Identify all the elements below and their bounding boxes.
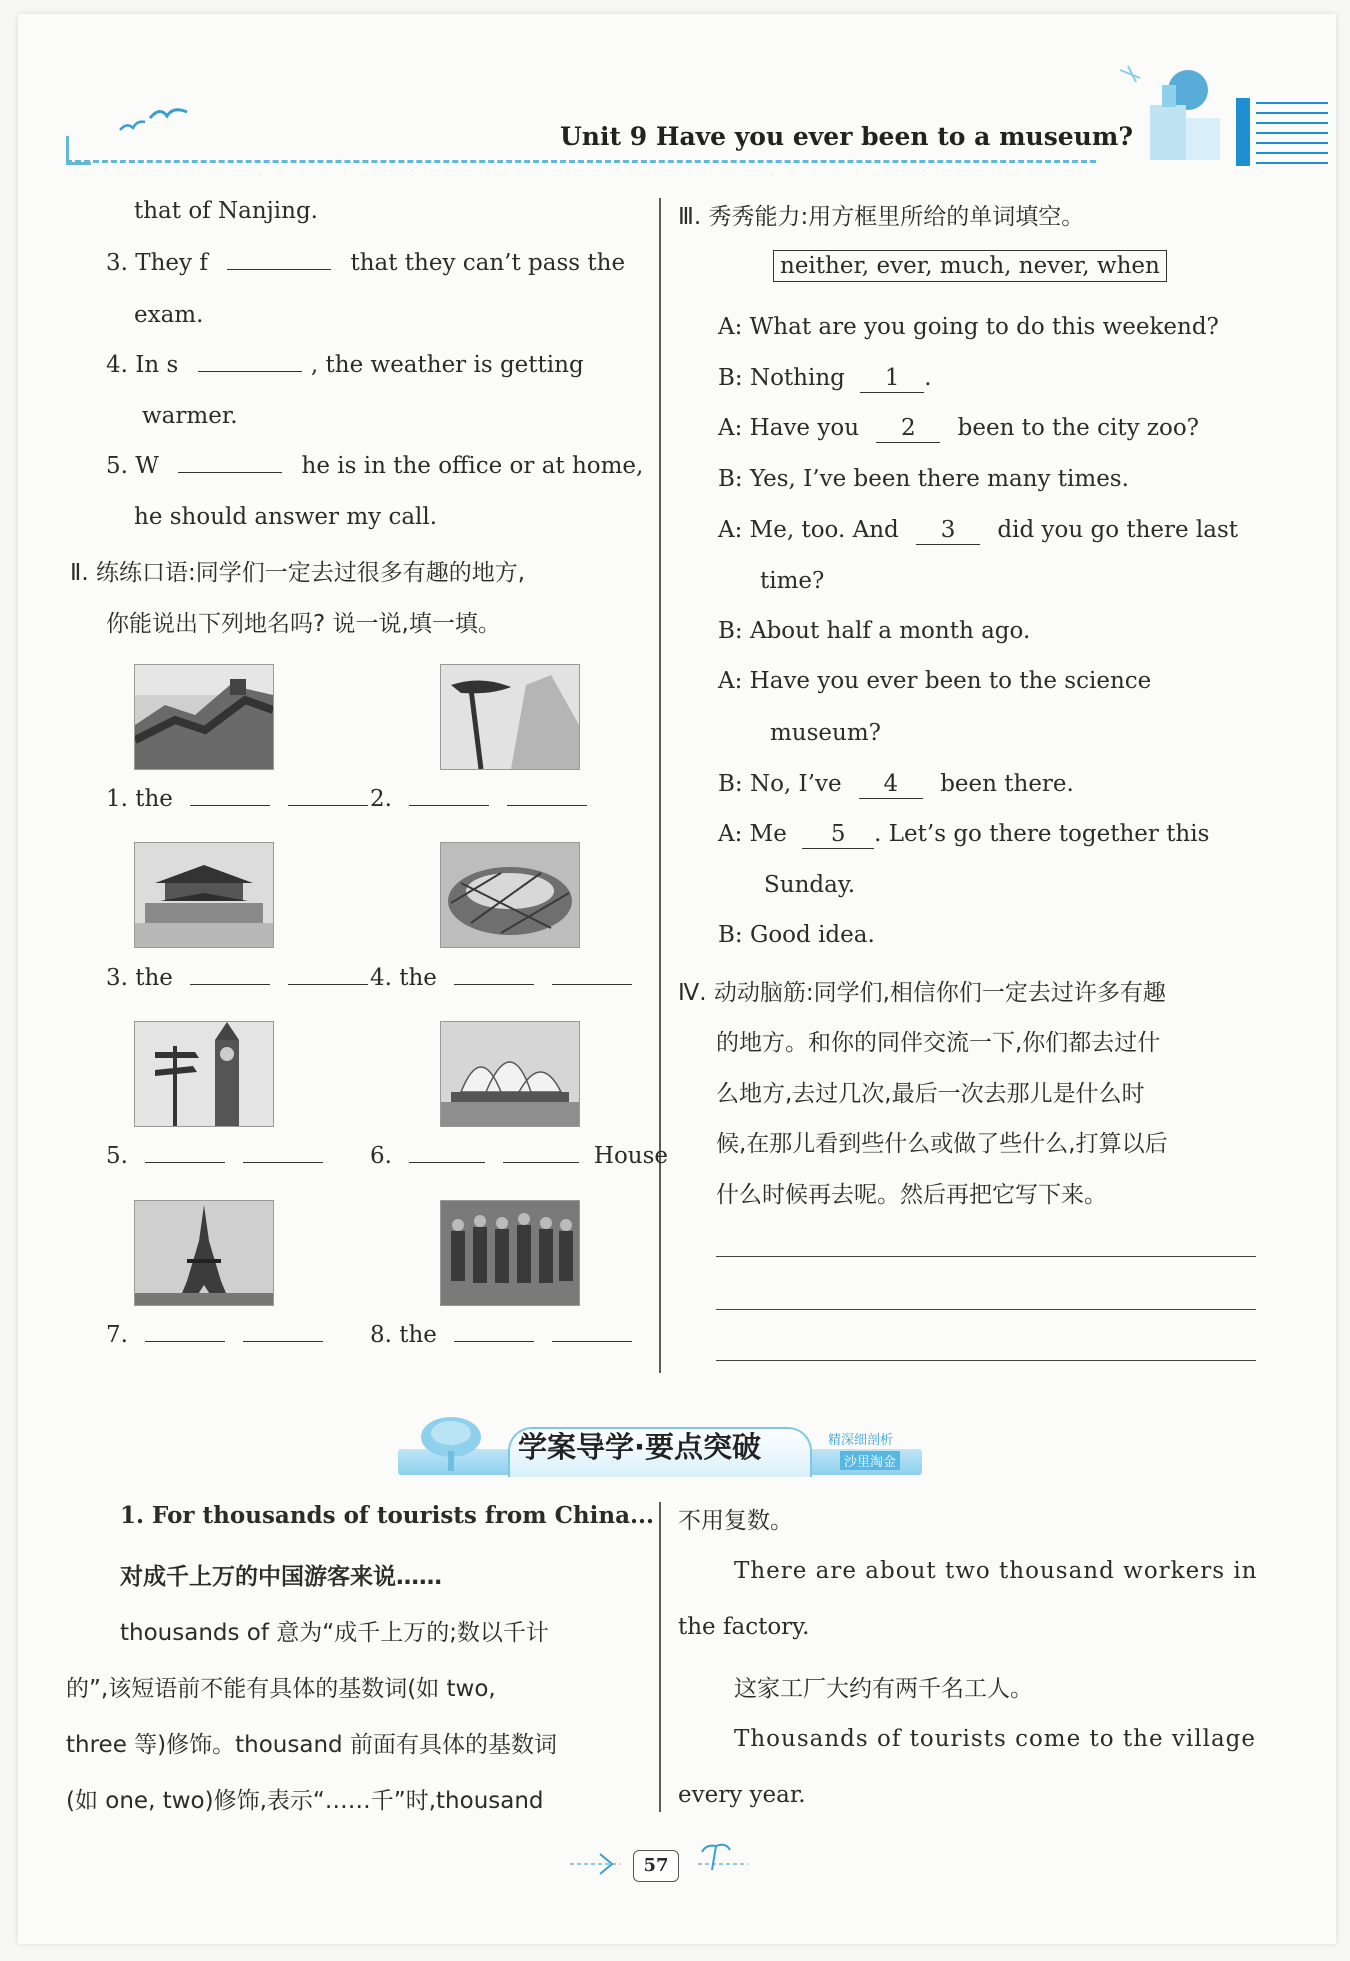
answer-blank[interactable] bbox=[198, 370, 302, 372]
item-5-suffix: he is in the office or at home, bbox=[301, 453, 644, 479]
answer-blank[interactable] bbox=[288, 804, 368, 806]
place-suffix: House bbox=[593, 1143, 669, 1169]
answer-blank[interactable] bbox=[227, 268, 331, 270]
answer-blank[interactable] bbox=[190, 804, 270, 806]
section-3-title: Ⅲ. 秀秀能力:用方框里所给的单词填空。 bbox=[678, 204, 1085, 230]
palm-decoration-icon bbox=[688, 1840, 758, 1880]
terracotta-warriors-image bbox=[440, 1200, 580, 1306]
place-item-8 bbox=[370, 1322, 632, 1348]
dialogue-text: B: No, I’ve bbox=[718, 771, 842, 797]
page-header-title: Unit 9 Have you ever been to a museum? bbox=[560, 122, 1133, 151]
answer-blank[interactable] bbox=[454, 983, 534, 985]
text-line bbox=[106, 250, 625, 276]
numbered-blank[interactable]: 1 bbox=[860, 364, 924, 393]
note-text: 的”,该短语前不能有具体的基数词(如 two, bbox=[66, 1676, 496, 1702]
answer-blank[interactable] bbox=[552, 983, 632, 985]
great-wall-image bbox=[134, 664, 274, 770]
answer-blank[interactable] bbox=[145, 1340, 225, 1342]
answer-blank[interactable] bbox=[503, 1161, 579, 1163]
section-4-line: 什么时候再去呢。然后再把它写下来。 bbox=[716, 1182, 1107, 1208]
text-line bbox=[106, 352, 584, 378]
note-text: 不用复数。 bbox=[678, 1508, 793, 1534]
answer-blank[interactable] bbox=[190, 983, 270, 985]
place-label: 6. bbox=[370, 1143, 392, 1169]
section-4-line: 的地方。和你的同伴交流一下,你们都去过什 bbox=[716, 1030, 1161, 1056]
place-label: 8. the bbox=[370, 1322, 437, 1348]
place-item-1 bbox=[106, 786, 368, 812]
banner-subtitle: 精深细剖析 bbox=[828, 1433, 894, 1448]
header-stripes bbox=[1236, 98, 1330, 166]
answer-blank[interactable] bbox=[409, 1161, 485, 1163]
place-item-2 bbox=[370, 786, 587, 812]
huangshan-pine-image bbox=[440, 664, 580, 770]
text-line: warmer. bbox=[142, 403, 238, 429]
dialogue-text: . bbox=[924, 365, 932, 391]
section-banner bbox=[398, 1415, 922, 1477]
tree-icon bbox=[416, 1415, 486, 1473]
note-example: every year. bbox=[678, 1782, 806, 1808]
note-text: (如 one, two)修饰,表示“……千”时,thousand bbox=[66, 1788, 544, 1814]
answer-blank[interactable] bbox=[507, 804, 587, 806]
writing-line[interactable] bbox=[716, 1360, 1256, 1361]
note-text: three 等)修饰。thousand 前面有具体的基数词 bbox=[66, 1732, 557, 1758]
item-5-prefix: 5. W bbox=[106, 453, 159, 479]
globe-decoration-icon bbox=[1110, 60, 1230, 165]
palace-museum-image bbox=[134, 842, 274, 948]
dialogue-line: Sunday. bbox=[764, 872, 856, 898]
dialogue-line: A: Have you ever been to the science bbox=[718, 668, 1152, 694]
place-item-7 bbox=[106, 1322, 323, 1348]
item-3-suffix: that they can’t pass the bbox=[350, 250, 626, 276]
place-label: 7. bbox=[106, 1322, 128, 1348]
fish-decoration-icon bbox=[560, 1840, 630, 1880]
section-2-title-line2: 你能说出下列地名吗? 说一说,填一填。 bbox=[106, 611, 501, 637]
place-label: 1. the bbox=[106, 786, 173, 812]
note-translation: 对成千上万的中国游客来说…… bbox=[120, 1564, 442, 1590]
birds-icon bbox=[115, 100, 195, 140]
section-4-line: 候,在那儿看到些什么或做了些什么,打算以后 bbox=[716, 1131, 1168, 1157]
section-2-title: Ⅱ. 练练口语:同学们一定去过很多有趣的地方, bbox=[70, 560, 526, 586]
answer-blank[interactable] bbox=[288, 983, 368, 985]
numbered-blank[interactable]: 4 bbox=[859, 770, 923, 799]
note-translation: 这家工厂大约有两千名工人。 bbox=[734, 1676, 1033, 1702]
dialogue-text: A: Me, too. And bbox=[718, 517, 899, 543]
note-heading: 1. For thousands of tourists from China... bbox=[120, 1502, 654, 1529]
writing-line[interactable] bbox=[716, 1256, 1256, 1257]
item-4-prefix: 4. In s bbox=[106, 352, 179, 378]
dialogue-line bbox=[718, 364, 932, 393]
place-label: 3. the bbox=[106, 965, 173, 991]
place-label: 4. the bbox=[370, 965, 437, 991]
answer-blank[interactable] bbox=[243, 1340, 323, 1342]
answer-blank[interactable] bbox=[552, 1340, 632, 1342]
column-divider-bottom bbox=[659, 1502, 661, 1812]
banner-title: 学案导学·要点突破 bbox=[518, 1430, 762, 1464]
text-line: that of Nanjing. bbox=[134, 198, 318, 224]
numbered-blank[interactable]: 5 bbox=[802, 820, 874, 849]
dialogue-text: . Let’s go there together this bbox=[874, 821, 1210, 847]
banner-subtitle-2: 沙里淘金 bbox=[840, 1451, 900, 1470]
item-3-prefix: 3. They f bbox=[106, 250, 208, 276]
dialogue-line: A: What are you going to do this weekend? bbox=[718, 314, 1219, 340]
dialogue-line: time? bbox=[760, 568, 825, 594]
column-divider-top bbox=[659, 198, 661, 1373]
answer-blank[interactable] bbox=[409, 804, 489, 806]
answer-blank[interactable] bbox=[178, 471, 282, 473]
place-item-6 bbox=[370, 1143, 668, 1169]
dialogue-line: museum? bbox=[770, 720, 881, 746]
eiffel-tower-image bbox=[134, 1200, 274, 1306]
sydney-opera-house-image bbox=[440, 1021, 580, 1127]
dialogue-line: B: Good idea. bbox=[718, 922, 875, 948]
dialogue-text: been there. bbox=[940, 771, 1074, 797]
dialogue-line bbox=[718, 770, 1074, 799]
place-label: 2. bbox=[370, 786, 392, 812]
answer-blank[interactable] bbox=[145, 1161, 225, 1163]
text-line: he should answer my call. bbox=[134, 504, 438, 530]
dialogue-text: been to the city zoo? bbox=[957, 415, 1200, 441]
london-big-ben-image bbox=[134, 1021, 274, 1127]
section-4-line: 么地方,去过几次,最后一次去那儿是什么时 bbox=[716, 1081, 1145, 1107]
place-item-4 bbox=[370, 965, 632, 991]
dialogue-line: B: Yes, I’ve been there many times. bbox=[718, 466, 1129, 492]
place-label: 5. bbox=[106, 1143, 128, 1169]
birds-nest-image bbox=[440, 842, 580, 948]
writing-line[interactable] bbox=[716, 1309, 1256, 1310]
dialogue-text: A: Me bbox=[718, 821, 787, 847]
dialogue-line bbox=[718, 820, 1209, 849]
dialogue-text: did you go there last bbox=[997, 517, 1239, 543]
dialogue-line bbox=[718, 414, 1199, 443]
text-line bbox=[106, 453, 643, 479]
numbered-blank[interactable]: 2 bbox=[876, 414, 940, 443]
word-box: neither, ever, much, never, when bbox=[773, 250, 1167, 282]
dialogue-line: B: About half a month ago. bbox=[718, 618, 1031, 644]
note-example: Thousands of tourists come to the village bbox=[734, 1726, 1257, 1752]
section-4-title: Ⅳ. 动动脑筋:同学们,相信你们一定去过许多有趣 bbox=[678, 980, 1166, 1006]
numbered-blank[interactable]: 3 bbox=[916, 516, 980, 545]
header-rule bbox=[66, 160, 1096, 163]
note-example: the factory. bbox=[678, 1614, 810, 1640]
answer-blank[interactable] bbox=[454, 1340, 534, 1342]
dialogue-text: B: Nothing bbox=[718, 365, 845, 391]
item-4-suffix: , the weather is getting bbox=[310, 352, 584, 378]
note-text: thousands of 意为“成千上万的;数以千计 bbox=[120, 1620, 549, 1646]
place-item-3 bbox=[106, 965, 368, 991]
answer-blank[interactable] bbox=[243, 1161, 323, 1163]
dialogue-text: A: Have you bbox=[718, 415, 860, 441]
text-line: exam. bbox=[134, 302, 204, 328]
page-number: 57 bbox=[633, 1850, 679, 1882]
dialogue-line bbox=[718, 516, 1238, 545]
place-item-5 bbox=[106, 1143, 323, 1169]
note-example: There are about two thousand workers in bbox=[734, 1558, 1258, 1584]
